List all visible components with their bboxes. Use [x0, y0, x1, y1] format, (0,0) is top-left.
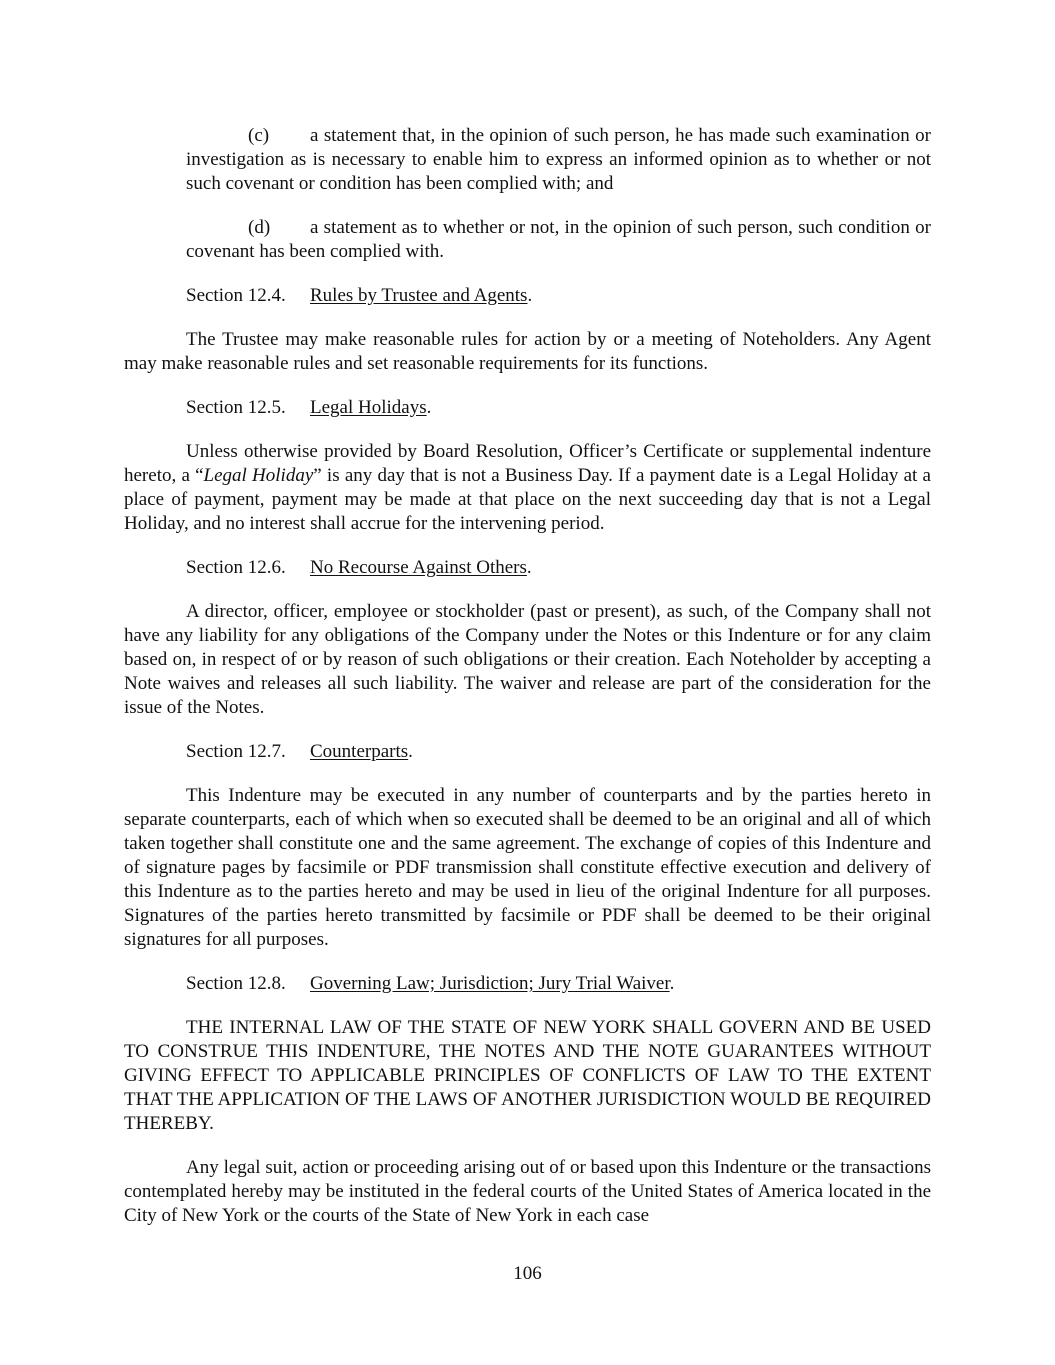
legal-holiday-term: Legal Holiday [203, 465, 314, 486]
section-12-4-number: Section 12.4. [186, 285, 286, 306]
section-12-8-body-1: THE INTERNAL LAW OF THE STATE OF NEW YORK SHALL GOVERN AND BE USED TO CONSTRUE THIS INDENTURE, THE NOTES AND THE NOTE GUARANTEES WITHOUT GIVING EFFECT TO APPLICABLE PRINCIPLES OF CONFLICTS OF LAW TO THE EXTENT THAT THE APPLICATION OF THE LAWS OF ANOTHER JURISDICTION WOULD BE REQUIRED THEREBY. [124, 1017, 931, 1134]
item-c [186, 124, 931, 196]
section-12-8-body-2: Any legal suit, action or proceeding arising out of or based upon this Indenture or the transactions contemplated hereby may be instituted in the federal courts of the United States of America located in the City of New York or the courts of the State of New York in each case [124, 1157, 931, 1226]
section-12-7-title: Counterparts [310, 741, 409, 762]
section-12-7-number: Section 12.7. [186, 741, 286, 762]
section-12-7-body: This Indenture may be executed in any number of counterparts and by the parties hereto in separate counterparts, each of which when so executed shall be deemed to be an original and all of which taken together shall constitute one and the same agreement. The exchange of copies of this Indenture and of signature pages by facsimile or PDF transmission shall constitute effective execution and delivery of this Indenture as to the parties hereto and may be used in lieu of the original Indenture for all purposes. Signatures of the parties hereto transmitted by facsimile or PDF shall be deemed to be their original signatures for all purposes. [124, 785, 931, 950]
item-d [186, 216, 931, 264]
section-12-4-heading: Section 12.4. Rules by Trustee and Agents. [186, 285, 533, 306]
page-number: 106 [513, 1263, 542, 1284]
section-12-6-body: A director, officer, employee or stockholder (past or present), as such, of the Company shall not have any liability for any obligations of the Company under the Notes or this Indenture or for any claim based on, in respect of or by reason of such obligations or their creation. Each Noteholder by accepting a Note waives and releases all such liability. The waiver and release are part of the consideration for the issue of the Notes. [124, 601, 931, 718]
section-12-5-body-part2: ” is any day that is not a Business Day. If a payment date is a Legal Holiday at a place of payment, payment may be made at that place on the next succeeding day that is not a Legal Holiday, and no interest shall accrue for the intervening period. [124, 465, 931, 534]
section-12-5-number: Section 12.5. [186, 397, 286, 418]
section-12-6-heading: Section 12.6. No Recourse Against Others. [186, 557, 532, 578]
section-12-5-body-part1: Unless otherwise provided by Board Resolution, Officer’s Certificate or supplemental indenture hereto, a “ [124, 441, 931, 486]
item-d-text: a statement as to whether or not, in the opinion of such person, such condition or covenant has been complied with. [186, 217, 931, 262]
section-12-5-body [124, 440, 931, 536]
document-page [124, 124, 931, 1248]
section-12-6-number: Section 12.6. [186, 557, 286, 578]
item-c-label: (c) [248, 125, 270, 146]
section-12-5-heading: Section 12.5. Legal Holidays. [186, 397, 432, 418]
item-c-text: a statement that, in the opinion of such person, he has made such examination or investigation as is necessary to enable him to express an informed opinion as to whether or not such covenant or condition has been complied with; and [186, 125, 931, 194]
section-12-8-number: Section 12.8. [186, 973, 286, 994]
section-12-8-title: Governing Law; Jurisdiction; Jury Trial Waiver [310, 973, 670, 994]
section-12-8-heading: Section 12.8. Governing Law; Jurisdiction; Jury Trial Waiver. [186, 973, 675, 994]
section-12-7-heading: Section 12.7. Counterparts. [186, 741, 413, 762]
item-d-label: (d) [248, 217, 271, 238]
section-12-4-title: Rules by Trustee and Agents [310, 285, 528, 306]
section-12-6-title: No Recourse Against Others [310, 557, 527, 578]
section-12-5-title: Legal Holidays [310, 397, 427, 418]
section-12-4-body: The Trustee may make reasonable rules for action by or a meeting of Noteholders. Any Agent may make reasonable rules and set reasonable requirements for its functions. [124, 329, 931, 374]
